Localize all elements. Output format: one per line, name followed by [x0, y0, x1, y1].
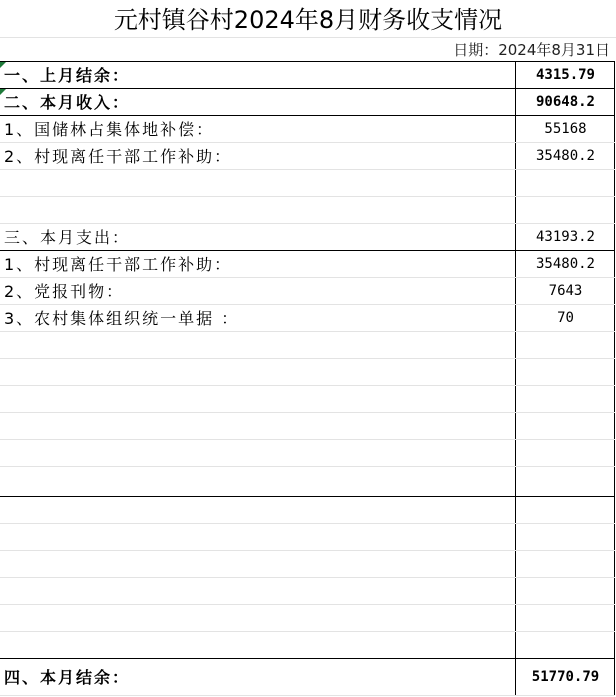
- table-row: [0, 89, 615, 116]
- row-amount: 70: [557, 310, 574, 326]
- row-amount: [516, 359, 615, 386]
- table-row: [0, 497, 615, 524]
- table-row: [0, 197, 615, 224]
- row-amount: [516, 551, 615, 578]
- row-label: 1、村现离任干部工作补助：: [4, 255, 233, 274]
- row-amount: 55168: [544, 121, 587, 137]
- table-row: [0, 413, 615, 440]
- table-row: [0, 632, 615, 659]
- row-amount: 4315.79: [535, 67, 595, 83]
- row-amount: [516, 440, 615, 467]
- table-row: [0, 359, 615, 386]
- row-amount: [516, 386, 615, 413]
- table-row: [0, 332, 615, 359]
- table-row: [0, 305, 615, 332]
- row-amount: [516, 170, 615, 197]
- table-row: [0, 143, 615, 170]
- row-amount: [516, 578, 615, 605]
- table-row: [0, 467, 615, 497]
- table-row: [0, 659, 615, 696]
- row-label: 一、上月结余：: [4, 66, 131, 85]
- table-row: [0, 524, 615, 551]
- table-row: [0, 440, 615, 467]
- table-row: [0, 551, 615, 578]
- row-amount: 51770.79: [531, 669, 600, 685]
- page-title: 元村镇谷村2024年8月财务收支情况: [113, 6, 503, 34]
- row-amount: 7643: [548, 283, 583, 299]
- finance-table: [0, 61, 615, 696]
- row-amount: 35480.2: [535, 256, 595, 272]
- row-amount: [516, 605, 615, 632]
- row-label: 2、党报刊物：: [4, 282, 125, 301]
- row-label: 2、村现离任干部工作补助：: [4, 147, 233, 166]
- table-row: [0, 278, 615, 305]
- row-label: 三、本月支出：: [4, 228, 131, 247]
- table-row: [0, 251, 615, 278]
- row-amount: 90648.2: [535, 94, 595, 110]
- table-row: [0, 605, 615, 632]
- row-amount: [516, 497, 615, 524]
- row-label: 四、本月结余：: [4, 668, 131, 687]
- table-row: [0, 116, 615, 143]
- table-row: [0, 170, 615, 197]
- row-label: 1、国储林占集体地补偿：: [4, 120, 215, 139]
- table-row: [0, 386, 615, 413]
- row-amount: [516, 197, 615, 224]
- row-amount: [516, 467, 615, 497]
- row-amount: [516, 632, 615, 659]
- row-amount: [516, 332, 615, 359]
- row-amount: [516, 524, 615, 551]
- table-row: [0, 62, 615, 89]
- table-row: [0, 224, 615, 251]
- row-label: 二、本月收入：: [4, 93, 131, 112]
- row-amount: 43193.2: [535, 229, 595, 245]
- row-amount: 35480.2: [535, 148, 595, 164]
- table-row: [0, 578, 615, 605]
- row-amount: [516, 413, 615, 440]
- row-label: 3、农村集体组织统一单据 ：: [4, 309, 240, 328]
- report-date: 日期：2024年8月31日: [453, 41, 610, 59]
